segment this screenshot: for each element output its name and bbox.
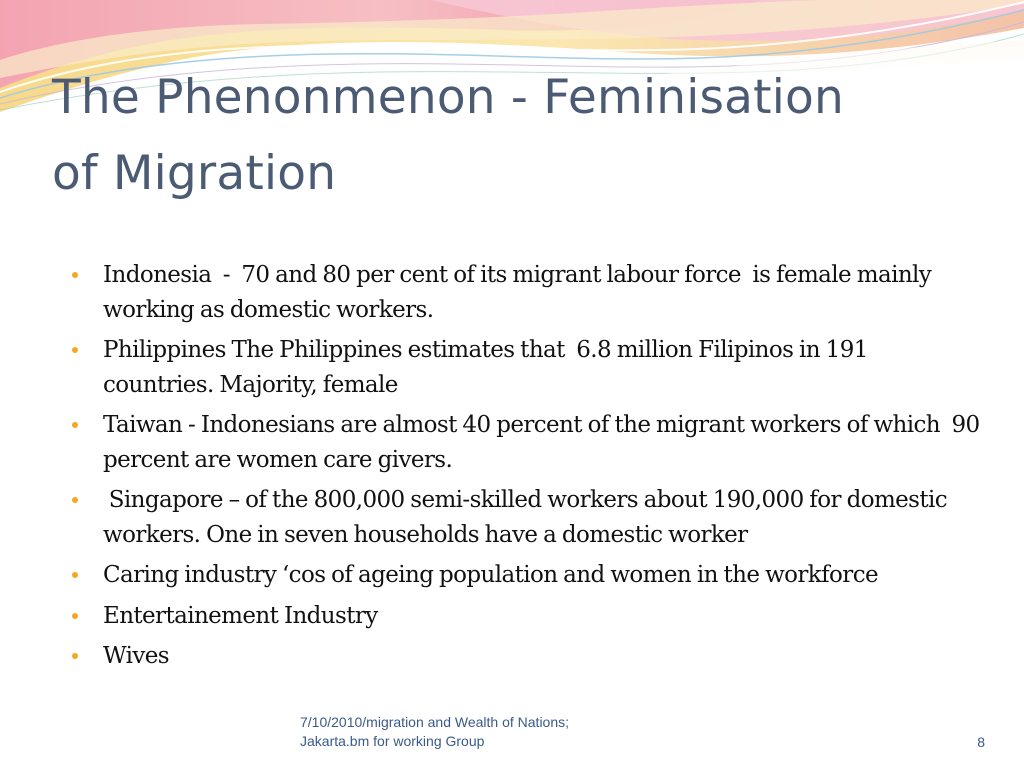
bullet-item-singapore (72, 483, 982, 552)
bullet-text: Singapore – of the 800,000 semi-skilled workers about 190,000 for domestic workers. One in seven households have a domestic worker (103, 487, 953, 548)
footer-line-2: Jakarta.bm for working Group (300, 733, 485, 749)
bullet-text: Indonesia - 70 and 80 per cent of its migrant labour force is female mainly working as domestic workers. (103, 262, 937, 323)
bullet-item-wives (72, 639, 982, 674)
bullet-item-taiwan (72, 408, 986, 477)
bullet-marker-icon (72, 347, 78, 353)
bullet-item-caring-industry (72, 558, 982, 593)
bullet-marker-icon (72, 272, 78, 278)
bullet-text: Entertainement Industry (103, 602, 378, 629)
bullet-marker-icon (72, 613, 78, 619)
bullet-marker-icon (72, 653, 78, 659)
bullet-text: Wives (103, 643, 170, 669)
slide-footer (300, 713, 660, 751)
page-number: 8 (977, 734, 985, 750)
bullet-item-philippines (72, 333, 982, 402)
bullet-marker-icon (72, 497, 78, 503)
bullet-list (72, 258, 986, 680)
bullet-text: Philippines The Philippines estimates that 6.8 million Filipinos in 191 countries. Majority, female (103, 337, 874, 398)
bullet-item-indonesia (72, 258, 982, 327)
slide-title (52, 60, 992, 212)
slide-title-line-2: of Migration (52, 146, 337, 201)
footer-line-1: 7/10/2010/migration and Wealth of Nations; (300, 714, 570, 730)
bullet-marker-icon (72, 422, 78, 428)
bullet-text: Taiwan - Indonesians are almost 40 percent of the migrant workers of which 90 percent are women care givers. (103, 412, 986, 473)
slide-title-line-1: The Phenonmenon - Feminisation (52, 70, 844, 125)
bullet-item-entertainment (72, 599, 982, 634)
bullet-marker-icon (72, 572, 78, 578)
bullet-text: Caring industry ‘cos of ageing population and women in the workforce (103, 562, 878, 588)
